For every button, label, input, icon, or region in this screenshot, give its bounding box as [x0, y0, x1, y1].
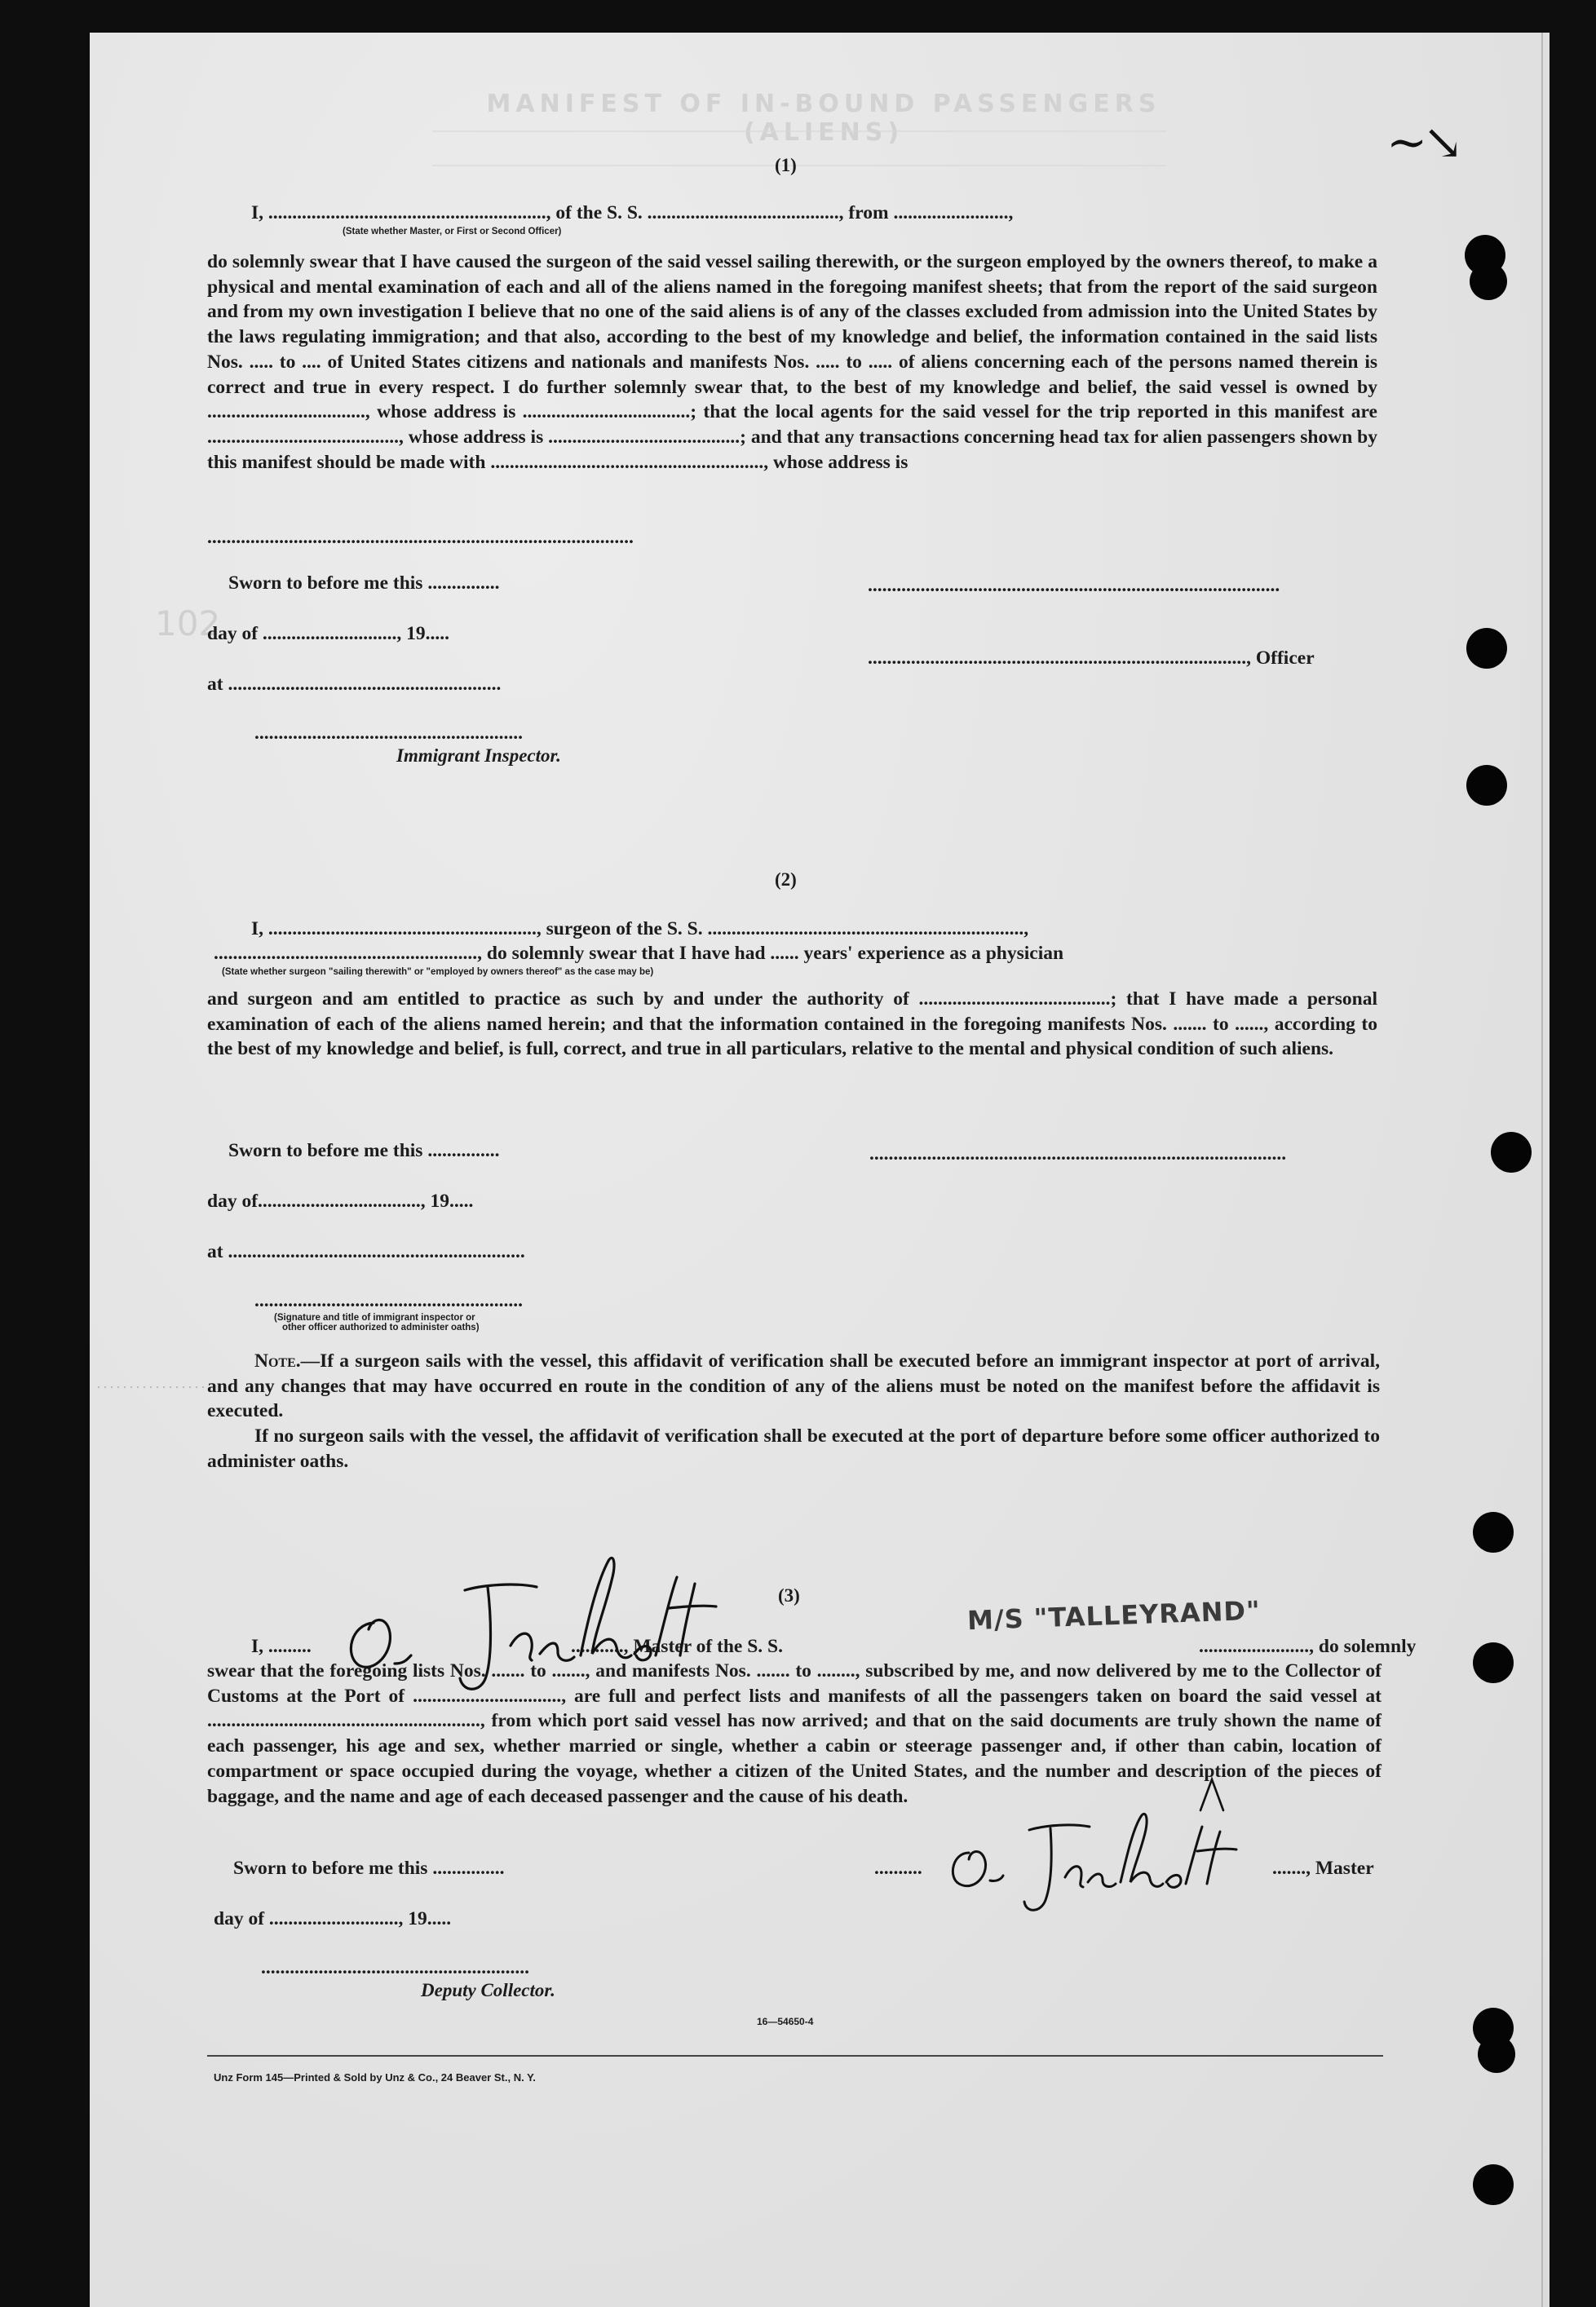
section-2-experience-line: ......................................................., do solemnly swear that I have had ...... years' experience as a physician — [214, 943, 1064, 964]
section-1-number: (1) — [775, 155, 797, 175]
section-3-collector-signature-line: ........................................................ — [261, 1957, 529, 1978]
section-1-trailing-dots: ......................................................................................... — [207, 527, 634, 548]
section-2-inspector-signature-line: ........................................................ — [254, 1290, 523, 1311]
section-2-number: (2) — [775, 869, 797, 890]
section-2-affidavit-text: and surgeon and am entitled to practice as such by and under the authority of ........................................; that I have made a personal examination of each of the aliens named herein; and that the information contained in the foregoing manifests Nos. ....... to ......, according to the best of my knowledge and belief, is full, correct, and true in all particulars, relative to the mental and physical condition of such aliens. — [207, 988, 1377, 1060]
section-2-day-of-line: day of.................................., 19..... — [207, 1191, 474, 1212]
section-3-master-of: ..........., Master of the S. S. — [571, 1636, 784, 1657]
paper-edge — [1541, 33, 1543, 2307]
section-1-sworn-line: Sworn to before me this ............... — [228, 572, 500, 594]
footer-rule — [207, 2055, 1383, 2057]
punch-hole — [1466, 765, 1507, 806]
note-text: —If a surgeon sails with the vessel, this affidavit of verification shall be executed before an immigrant inspector at port of arrival, and any changes that may have occurred en route in the condition of any of the aliens must be noted on the manifest before the affidavit is executed. — [207, 1350, 1380, 1422]
section-2-signature-caption-2: other officer authorized to administer oaths) — [282, 1323, 480, 1332]
section-3-sworn-line: Sworn to before me this ............... — [233, 1858, 505, 1879]
form-serial-number: 16—54650-4 — [757, 2016, 814, 2027]
section-2-note — [207, 1349, 1380, 1424]
master-signature-opening — [326, 1533, 750, 1696]
faint-margin-mark — [98, 1386, 204, 1388]
punch-hole — [1466, 628, 1507, 669]
section-3-master-line-start: .......... — [874, 1858, 922, 1879]
section-2-at-line: at .............................................................. — [207, 1241, 525, 1262]
corner-handwritten-mark: ~↘ — [1386, 114, 1459, 171]
master-signature — [938, 1802, 1313, 1925]
punch-hole — [1473, 1512, 1514, 1553]
section-1-day-of-line: day of ............................, 19..... — [207, 623, 450, 644]
punch-hole — [1491, 1132, 1532, 1173]
printer-footer: Unz Form 145—Printed & Sold by Unz & Co., 24 Beaver St., N. Y. — [214, 2071, 536, 2084]
punch-hole — [1473, 2008, 1514, 2048]
faint-header-bleedthrough: MANIFEST OF IN-BOUND PASSENGERS (ALIENS) — [486, 90, 1161, 147]
section-1-opening-line: I, .........................................................., of the S. S. ........................................, from ........................, — [251, 202, 1014, 223]
faint-stamp-number: 102 — [155, 603, 221, 643]
section-1-officer-signature-line: ...................................................................................... — [868, 575, 1280, 596]
faint-header-rules — [432, 130, 1166, 166]
section-3-opening-start: I, ......... — [251, 1636, 312, 1657]
note-label: Note. — [254, 1350, 301, 1372]
section-2-no-surgeon-note: If no surgeon sails with the vessel, the affidavit of verification shall be executed at the port of departure before some officer authorized to administer oaths. — [207, 1425, 1380, 1472]
section-2-surgeon-signature-line: ....................................................................................... — [869, 1143, 1287, 1165]
section-1-at-line: at ......................................................... — [207, 674, 502, 695]
vessel-name-stamp: M/S "TALLEYRAND" — [966, 1594, 1262, 1637]
section-3-number: (3) — [778, 1585, 800, 1606]
section-1-officer-note: (State whether Master, or First or Second Officer) — [343, 227, 562, 236]
section-2-opening-line: I, ........................................................, surgeon of the S. S. .................................................................., — [251, 918, 1029, 939]
punch-hole — [1473, 2164, 1514, 2205]
section-3-do-solemnly: ......................., do solemnly — [1199, 1636, 1417, 1657]
section-1-inspector-signature-line: ........................................................ — [254, 723, 523, 744]
handwritten-caret-mark — [1196, 1774, 1228, 1815]
section-1-inspector-caption: Immigrant Inspector. — [396, 745, 561, 766]
punch-hole — [1473, 1642, 1514, 1683]
section-3-master-title: ......., Master — [1272, 1858, 1374, 1879]
section-3-day-of-line: day of ..........................., 19..... — [214, 1908, 452, 1929]
section-1-affidavit-text: do solemnly swear that I have caused the surgeon of the said vessel sailing therewith, or the surgeon employed by the owners thereof, to make a physical and mental examination of each and all of the aliens named in the foregoing manifest sheets; that from the report of the said surgeon and from my own investigation I believe that no one of the said aliens is of any of the classes excluded from admission into the United States by the laws regulating immigration; and that also, according to the best of my knowledge and belief, the information contained in the said lists Nos. ..... to .... of United States citizens and nationals and manifests Nos. ..... to ..... of aliens concerning each of the persons named therein is correct and true in every respect. I do further solemnly swear that, to the best of my knowledge and belief, the said vessel is owned by ................................., whose address is ...................................; that the local agents for the said vessel for the trip reported in this manifest are ........................................, whose address is ........................................; and that any transactions concerning head tax for alien passengers shown by this manifest should be made with ........................................................., whose address is — [207, 251, 1377, 473]
section-3-affidavit-text: swear that the foregoing lists Nos. ....... to ......., and manifests Nos. ....... to ........, subscribed by me, and now delivered by me to the Collector of Customs at the Port of ..............................., are full and perfect lists and manifests of all the passengers taken on board the said vessel at ........................................................., from which port said vessel has now arrived; and that on the said documents are truly shown the name of each passenger, his age and sex, whether married or single, whether a cabin or steerage passenger and, if other than cabin, location of compartment or space occupied during the voyage, whether a citizen of the United States, and the number and description of the pieces of baggage, and the name and age of each deceased passenger and the cause of his death. — [207, 1660, 1382, 1807]
section-3-collector-caption: Deputy Collector. — [421, 1980, 555, 2000]
punch-hole — [1465, 235, 1505, 276]
section-2-signature-caption-1: (Signature and title of immigrant inspector or — [274, 1313, 475, 1323]
section-2-sworn-line: Sworn to before me this ............... — [228, 1140, 500, 1161]
section-1-officer-title-line: ..............................................................................., Officer — [868, 647, 1315, 669]
section-2-surgeon-note: (State whether surgeon "sailing therewith" or "employed by owners thereof" as the case may be) — [222, 967, 654, 977]
